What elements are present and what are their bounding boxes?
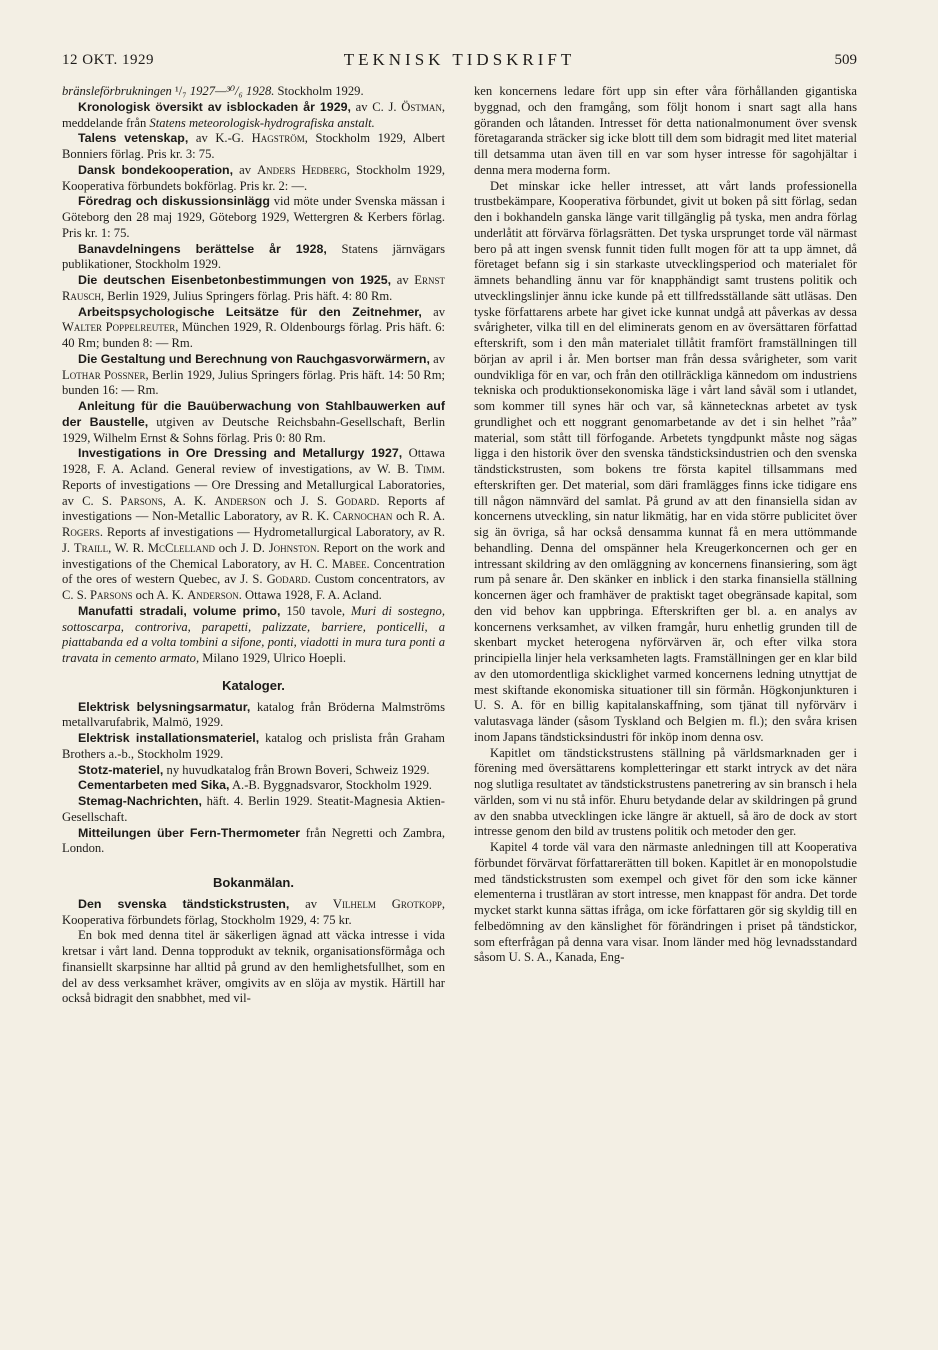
author-name: Vilhelm Grotkopp — [332, 896, 442, 911]
review-entry: Den svenska tändstickstrusten, av Vilhelm Grotkopp, Kooperativa förbundets förlag, Stockholm 1929, 4: 75 kr. — [62, 896, 446, 927]
catalog-entry: Mitteilungen über Fern-Thermometer från Negretti och Zambra, London. — [62, 825, 445, 856]
catalog-entry: Elektrisk belysningsarmatur, katalog från Bröderna Malmströms metallvarufabrik, Malmö, 1929. — [62, 699, 445, 730]
entry-title: Arbeitspsychologische Leitsätze für den Zeitnehmer, — [78, 304, 422, 319]
bibliography-entry: Arbeitspsychologische Leitsätze für den Zeitnehmer, av Walter Poppelreuter, München 1929, R. Oldenbourgs förlag. Pris häft. 6: 40 Rm; bunden 8: — Rm. — [62, 304, 445, 350]
bibliography-entry: Kronologisk översikt av isblockaden år 1929, av C. J. Östman, meddelande från Statens meteorologisk-hydrografiska anstalt. — [62, 99, 445, 130]
bibliography-entry: Manufatti stradali, volume primo, 150 tavole, Muri di sostegno, sottoscarpa, controriva, parapetti, palizzate, barriere, ponticelli, a piattabanda ed a volta tombini a sifone, ponti, viadotti in mura tura ponti a travata in cemento armato, Milano 1929, Ulrico Hoepli. — [62, 603, 445, 665]
entry-title: Stemag-Nachrichten, — [78, 794, 202, 808]
entry-title: Die deutschen Eisenbetonbestimmungen von 1925, — [78, 273, 392, 287]
entry-title: Banavdelningens berättelse år 1928, — [78, 241, 327, 256]
entry-title: Föredrag och diskussionsinlägg — [78, 194, 270, 209]
review-paragraph: En bok med denna titel är säkerligen ägnad att väcka intresse i vida kretsar i vårt land. Denna topprodukt av teknik, organisationsförmåga och finansiellt skarpsinne har alltid på grund av den hemlighetsfullhet, som en del av dess verksamhet kräver, omgivits av en slöja av mystik. Härtill har också bidragit den snabbhet, med vil- — [62, 928, 445, 1006]
entry-title: Talens vetenskap, — [78, 131, 189, 146]
left-column — [62, 84, 445, 1007]
author-name: Östman — [401, 99, 442, 114]
entry-title: Den svenska tändstickstrusten, — [78, 896, 290, 911]
entry-title: Investigations in Ore Dressing and Metallurgy 1927, — [78, 446, 403, 461]
page-number: 509 — [834, 52, 857, 68]
review-paragraph: Kapitlet om tändstickstrustens ställning på världsmarknaden ger i förening med översättarens kompletteringar ett starkt intryck av det nära nog slutliga resultatet av tändstickstrustens panetrering av sin bransch i hela världen, som vi nu stå inför. Ehuru betydande delar av skildringen på grund av den snabba utvecklingen icke längre är aktuell, så äro de dock av stort intresse genom den bild av trustens politik och metoder den ger. — [474, 745, 857, 839]
bibliography-entry: Anleitung für die Bauüberwachung von Stahlbauwerken auf der Baustelle, utgiven av Deutsche Reichsbahn-Gesellschaft, Berlin 1929, Wilhelm Ernst & Sohns förlag. Pris 0: 80 Rm. — [62, 399, 445, 445]
entry-title: Cementarbeten med Sika, — [78, 778, 230, 793]
spacer — [62, 857, 445, 864]
entry-title: Stotz-materiel, — [78, 762, 164, 777]
entry-title: Kronologisk översikt av isblockaden år 1929, — [78, 99, 351, 114]
review-paragraph: Kapitel 4 torde väl vara den närmaste anledningen till att Kooperativa förbundet förvärvat författarerätten till boken. Kapitlet är en monopolstudie med tändstickstrusten som exempel och givet för den som icke känner elementerna i trustläran av stort intresse, men knappast för andra. Det torde mycket starkt kunna sättas ifråga, om icke författaren gör sig skyldig till en felbedömning av den känslighet för förändringen i priset på tändstickor, som efterfrågan på denna vara visar. Inom länder med hög levnadsstandard såsom U. S. A., Kanada, Eng- — [474, 840, 857, 965]
author-name: Anders Hedberg — [257, 162, 347, 177]
entry-title: Dansk bondekooperation, — [78, 162, 234, 177]
bibliography-entry: Dansk bondekooperation, av Anders Hedberg, Stockholm 1929, Kooperativa förbundets bokförlag. Pris kr. 2: —. — [62, 162, 446, 193]
page-header — [62, 46, 857, 76]
bibliography-entry: Banavdelningens berättelse år 1928, Statens järnvägars publikationer, Stockholm 1929. — [62, 241, 445, 272]
catalog-entry: Stotz-materiel, ny huvudkatalog från Brown Boveri, Schweiz 1929. — [78, 762, 430, 777]
author-name: Hagström — [251, 131, 305, 146]
catalog-entry: Cementarbeten med Sika, A.-B. Byggnadsvaror, Stockholm 1929. — [78, 778, 432, 793]
bibliography-entry: bränsleförbrukningen ¹/₇ 1927—³⁰/₆ 1928. Stockholm 1929. — [62, 84, 364, 98]
author-name: Lothar Possner — [62, 367, 146, 382]
journal-title: TEKNISK TIDSKRIFT — [343, 50, 576, 69]
author-name: Walter Poppelreuter — [62, 320, 176, 335]
catalog-entry: Stemag-Nachrichten, häft. 4. Berlin 1929. Steatit-Magnesia Aktien-Gesellschaft. — [62, 794, 445, 824]
bibliography-entry: Talens vetenskap, av K.-G. Hagström, Stockholm 1929, Albert Bonniers förlag. Pris kr. 3: 75. — [62, 131, 445, 161]
catalog-entry: Elektrisk installationsmateriel, katalog och prislista från Graham Brothers a.-b., Stockholm 1929. — [62, 731, 445, 761]
bibliography-entry: Investigations in Ore Dressing and Metallurgy 1927, Ottawa 1928, F. A. Acland. General review of investigations, av W. B. Timm. Reports of investigations — Ore Dressing and Metallurgical Laboratories, av C. S. Parsons, A. K. Anderson och J. S. Godard. Reports af investigations — Non-Metallic Laboratory, av R. K. Carnochan och R. A. Rogers. Reports af investigations — Hydrometallurgical Laboratory, av R. J. Traill, W. R. McClelland och J. D. Johnston. Report on the work and investigations of the Chemical Laboratory, av H. C. Mabee. Concentration of the ores of western Quebec, av J. S. Godard. Custom concentrators, av C. S. Parsons och A. K. Anderson. Ottawa 1928, F. A. Acland. — [62, 446, 446, 602]
entry-title: Elektrisk belysningsarmatur, — [78, 699, 251, 714]
entry-title: Mitteilungen über Fern-Thermometer — [78, 825, 301, 840]
bibliography-entry: Die Gestaltung und Berechnung von Rauchgasvorwärmern, av Lothar Possner, Berlin 1929, Julius Springers förlag. Pris häft. 14: 50 Rm; bunden 16: — Rm. — [62, 351, 445, 398]
entry-title: Elektrisk installationsmateriel, — [78, 731, 260, 745]
bibliography-entry: Föredrag och diskussionsinlägg vid möte under Svenska mässan i Göteborg den 28 maj 1929, Göteborg 1929, Wettergren & Kerbers förlag. Pris kr. 1: 75. — [62, 194, 445, 240]
entry-title: Anleitung für die Bauüberwachung von Stahlbauwerken auf der Baustelle, — [62, 399, 445, 429]
issue-date: 12 OKT. 1929 — [62, 52, 154, 68]
right-column — [474, 84, 857, 966]
section-heading-review: Bokanmälan. — [213, 875, 294, 890]
section-heading-catalogs: Kataloger. — [222, 677, 285, 693]
author-name: Ernst Rausch — [62, 273, 445, 303]
entry-title: Manufatti stradali, volume primo, — [78, 603, 281, 618]
review-paragraph: Det minskar icke heller intresset, att vårt lands professionella trustbekämpare, Kooperativa förbundet, givit ut boken på sitt förlag, sedan den i bokhandeln ganska länge varit tillgänglig på tyska, men andra förlag underlåtit att förvärva förlagsrätten. Det tyska ursprunget torde väl närmast bero på att ingen svensk funnit tiden fullt mogen för att ta upp ämnet, då företaget befann sig i sin starkaste utvecklingsperiod och materialet för ämnets behandling ännu var för knapphändigt samt trustens politik och utvecklingslinjer ännu icke kunde på ett tillfredsställande sätt utläsas. Den tyske författarens arbete har givet icke kunnat undgå att påverkas av dessa svårigheter, vilka till en del eliminerats genom en av översättaren författad efterskrift, som i den mån materialet tillåtit framfört framställningen till början av april i år. Men bortser man från dessa svårigheter, som varit oundvikliga för en var, och från den otillräckliga kännedom om industriens tekniska och produktionsekonomiska läge i vårt land såväl som i utlandet, som kommer till synes här och var, så kännetecknas arbetet av tysk grundlighet och ett noggrant genomarbetande av det i sin helhet ”råa” material, som stått till förfogande. Arbetets tyngdpunkt måste nog sägas ligga i den historik över den svenska tändsticksindustrien och den svenska tändstickstrusten, som bokens tre första kapitel tillsammans med efterskriften ger. Det material, som däri framlägges finns icke tidigare ens till någon nämnvärd del samlat. På grund av att den finansiella sidan av koncernens utveckling, sin natur likmätig, har en vida större publicitet över sig än övriga, så har också densamma kunnat få en mera uttömmande behandling. Denna del omspänner hela Kreugerkoncernen och ger en intressant skildring av den omläggning av koncernens finansiering, som ägt rum på senare år. Den skänker en inblick i den starka finansiella ställning koncernen äger och framhäver de praktiskt taget obegränsade kapital, som den vid behov kan uppbringa. Efterskriften ger bl. a. en analys av koncernens verksamhet, av vilken framgår, huru enhetlig grunden till de skenbart mycket heterogena nyförvärven är, och efter vilka stora principiella linjer hela verksamheten lagts. Framställningen ger en klar bild av den utomordentliga skicklighet varmed koncernens ledning utnyttjat de mest skiftande ekonomiska situationer till sin förmån. Högkonjunkturen i U. S. A. för en billig kapitalanskaffning, som tjänat till nyförvärv i valutasvaga länder (såsom Tyskland och Belgien m. fl.); den svåra krisen inom Japans tändsticksindustri för inköp inom denna osv. — [474, 178, 857, 744]
entry-title: Die Gestaltung und Berechnung von Rauchgasvorwärmern, — [78, 351, 430, 366]
review-paragraph: ken koncernens ledare fört upp sin efter våra förhållanden gigantiska byggnad, och den framgång, som följt honom i snart sagt alla hans göranden och låtanden. Intresset för detta nationalmonument över svensk företagaranda sträcker sig icke blott till dem som bidragit med litet material till detsamma utan även till en var som hyser intresse för sagohjältar i denna mera moderna form. — [474, 84, 857, 177]
bibliography-entry: Die deutschen Eisenbetonbestimmungen von 1925, av Ernst Rausch, Berlin 1929, Julius Springers förlag. Pris häft. 4: 80 Rm. — [62, 273, 445, 303]
